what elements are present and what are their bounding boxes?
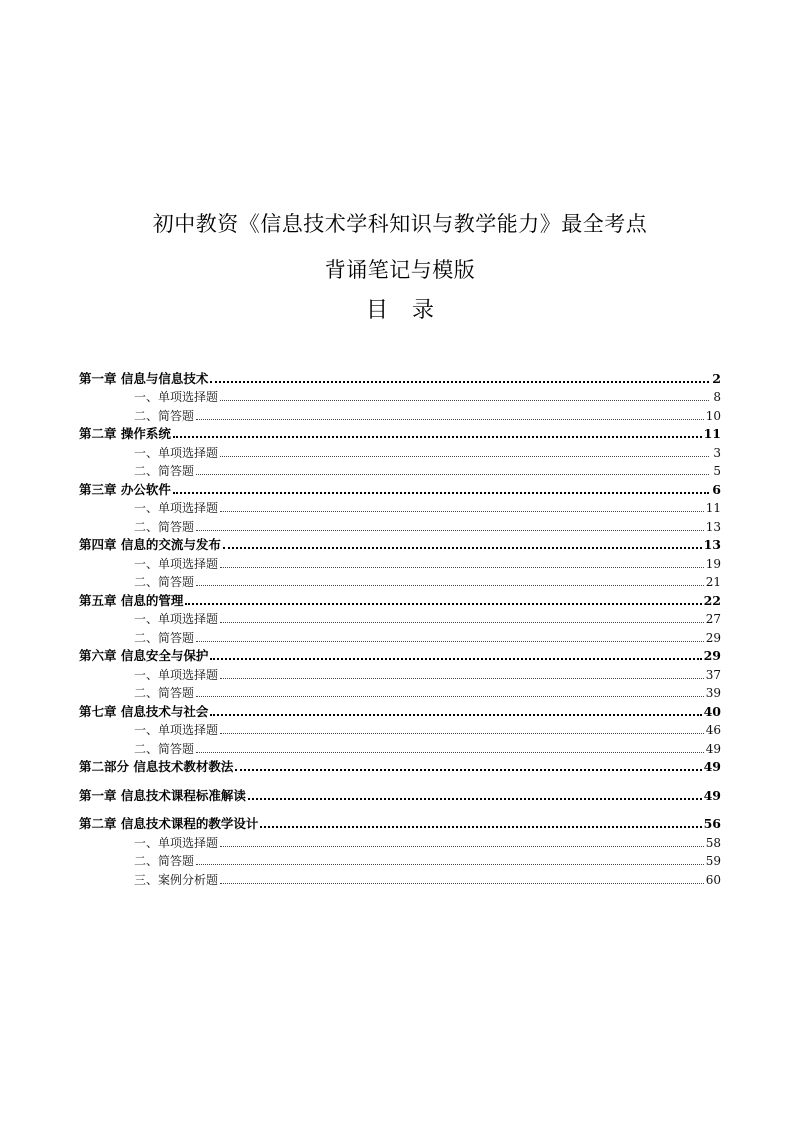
toc-chapter-entry[interactable] [79,702,721,721]
toc-section-entry[interactable] [79,852,721,871]
toc-dot-leader [210,381,709,383]
toc-dot-leader [220,846,704,847]
toc-dot-leader [196,864,704,865]
toc-entry-label: 第三章 办公软件 [79,481,171,497]
toc-dot-leader [223,547,702,549]
toc-entry-label: 第六章 信息安全与保护 [79,648,209,663]
toc-section-entry[interactable] [79,462,721,481]
toc-dot-leader [260,826,701,828]
document-title: 初中教资《信息技术学科知识与教学能力》最全考点 [152,212,648,236]
toc-entry-label: 第二章 操作系统 [79,426,171,441]
toc-dot-leader [220,733,704,734]
toc-dot-leader [220,511,704,512]
toc-page-number: 2 [712,370,721,386]
toc-chapter-entry[interactable] [79,425,721,444]
toc-dot-leader [196,530,704,531]
toc-entry-label: 第五章 信息的管理 [79,592,184,608]
toc-chapter-entry[interactable] [79,815,721,834]
toc-entry-label: 一、单项选择题 [134,667,219,682]
toc-entry-label: 第一章 信息技术课程标准解读 [79,787,246,803]
table-of-contents [79,369,721,889]
toc-entry-label: 第二章 信息技术课程的教学设计 [79,816,259,831]
toc-section-entry[interactable] [79,610,721,629]
toc-section-entry[interactable] [79,739,721,758]
toc-entry-label: 二、简答题 [134,464,195,478]
toc-page-number: 11 [703,426,721,441]
toc-entry-label: 二、简答题 [134,854,195,868]
toc-dot-leader [235,769,701,771]
toc-section-entry[interactable] [79,870,721,889]
toc-section-entry[interactable] [79,628,721,647]
toc-page-number: 27 [705,612,721,626]
toc-dot-leader [220,622,704,623]
toc-entry-label: 一、单项选择题 [134,390,219,404]
toc-page-number: 58 [705,835,721,850]
toc-page-number: 3 [713,445,721,460]
toc-dot-leader [196,585,704,586]
toc-dot-leader [220,678,704,679]
toc-dot-leader [196,752,704,753]
toc-section-entry[interactable] [79,554,721,573]
toc-entry-label: 二、简答题 [134,686,195,700]
toc-entry-label: 二、简答题 [134,741,195,756]
toc-dot-leader [248,798,702,800]
toc-page-number: 49 [705,741,721,756]
toc-dot-leader [185,603,701,605]
toc-section-entry[interactable] [79,517,721,536]
toc-entry-label: 一、单项选择题 [134,723,219,737]
toc-chapter-entry[interactable] [79,647,721,666]
toc-page-number: 11 [705,501,721,515]
toc-entry-label: 第二部分 信息技术教材教法 [79,759,234,774]
toc-page-number: 40 [703,703,721,719]
toc-page-number: 37 [705,667,721,682]
toc-page-number: 22 [703,592,721,608]
toc-entry-label: 一、单项选择题 [134,501,219,515]
toc-dot-leader [196,696,704,697]
toc-dot-leader [210,714,701,716]
toc-page-number: 19 [705,556,721,571]
toc-entry-label: 二、简答题 [134,630,195,645]
toc-page-number: 13 [703,537,721,552]
toc-entry-label: 三、案例分析题 [134,872,219,887]
toc-section-entry[interactable] [79,388,721,407]
toc-dot-leader [196,641,704,642]
toc-section-entry[interactable] [79,406,721,425]
toc-page-number: 49 [703,787,721,803]
toc-page-number: 46 [705,723,721,737]
toc-page-number: 6 [712,481,721,497]
toc-entry-label: 一、单项选择题 [134,835,219,850]
toc-page-number: 5 [713,464,721,478]
toc-section-entry[interactable] [79,721,721,740]
toc-entry-label: 第一章 信息与信息技术 [79,370,209,386]
toc-entry-label: 一、单项选择题 [134,612,219,626]
toc-entry-label: 第七章 信息技术与社会 [79,703,209,719]
toc-chapter-entry[interactable] [79,758,721,777]
toc-page-number: 39 [705,686,721,700]
toc-chapter-entry[interactable] [79,536,721,555]
toc-entry-label: 二、简答题 [134,519,195,534]
toc-page-number: 29 [705,630,721,645]
toc-page-number: 56 [703,816,721,831]
toc-entry-label: 一、单项选择题 [134,445,219,460]
toc-page-number: 60 [705,872,721,887]
toc-chapter-entry[interactable] [79,591,721,610]
toc-heading: 目录 [365,298,458,323]
toc-dot-leader [220,567,704,568]
toc-section-entry[interactable] [79,443,721,462]
toc-section-entry[interactable] [79,499,721,518]
toc-chapter-entry[interactable] [79,480,721,499]
toc-section-entry[interactable] [79,573,721,592]
toc-dot-leader [220,456,709,457]
toc-section-entry[interactable] [79,665,721,684]
toc-entry-label: 二、简答题 [134,408,195,423]
toc-dot-leader [173,436,702,438]
toc-section-entry[interactable] [79,833,721,852]
toc-page-number: 8 [713,390,721,404]
toc-dot-leader [196,474,709,475]
toc-dot-leader [220,883,704,884]
toc-chapter-entry[interactable] [79,786,721,805]
toc-page-number: 21 [705,575,721,589]
toc-entry-label: 第四章 信息的交流与发布 [79,537,221,552]
toc-entry-label: 二、简答题 [134,575,195,589]
toc-page-number: 13 [705,519,721,534]
document-subtitle: 背诵笔记与模版 [324,258,476,282]
toc-dot-leader [210,658,701,660]
toc-dot-leader [173,492,709,494]
toc-page-number: 29 [703,648,721,663]
toc-section-entry[interactable] [79,684,721,703]
toc-page-number: 49 [703,759,721,774]
toc-dot-leader [196,419,704,420]
toc-dot-leader [220,400,709,401]
toc-page-number: 10 [705,408,721,423]
toc-chapter-entry[interactable] [79,369,721,388]
toc-entry-label: 一、单项选择题 [134,556,219,571]
toc-page-number: 59 [705,854,721,868]
